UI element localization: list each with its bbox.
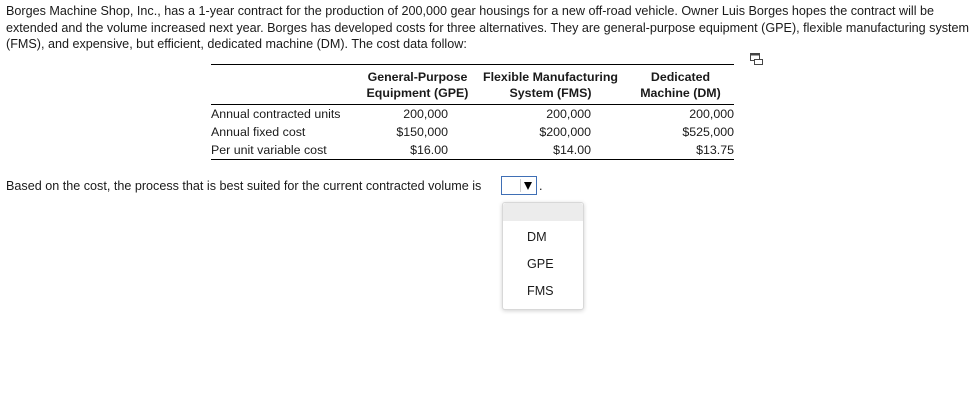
table-header-row (211, 65, 734, 105)
header-dm-line1: Dedicated (650, 70, 711, 84)
row-label: Annual contracted units (211, 107, 341, 121)
table-header-blank (211, 65, 361, 105)
dropdown-option-gpe[interactable]: GPE (527, 257, 554, 271)
header-fms-line2: System (FMS) (509, 85, 592, 100)
cell-fms: $200,000 (539, 125, 591, 139)
cell-gpe: $16.00 (361, 141, 474, 160)
process-select[interactable] (501, 176, 537, 195)
cell-dm: 200,000 (689, 107, 734, 121)
table-row (211, 105, 734, 124)
header-gpe-line1: General-Purpose (367, 70, 468, 84)
header-gpe (361, 65, 474, 105)
row-label: Annual fixed cost (211, 125, 306, 139)
cell-dm: $13.75 (627, 141, 734, 160)
question-period: . (539, 179, 543, 193)
cell-dm: $525,000 (682, 125, 734, 139)
header-gpe-line2: Equipment (GPE) (366, 85, 469, 100)
dropdown-option-fms[interactable]: FMS (527, 284, 554, 298)
dropdown-option-dm[interactable]: DM (527, 230, 547, 244)
copy-icon[interactable] (750, 53, 764, 65)
header-dm-line2: Machine (DM) (640, 85, 721, 100)
select-divider (520, 179, 521, 192)
dropdown-menu (502, 202, 584, 310)
header-dm (627, 65, 734, 105)
table-row (211, 141, 734, 160)
header-fms (474, 65, 627, 105)
row-label: Per unit variable cost (211, 141, 361, 160)
dropdown-option-blank[interactable] (503, 203, 583, 221)
cost-data-table (211, 64, 734, 160)
question-text: Based on the cost, the process that is best suited for the current contracted volume is (6, 179, 482, 193)
cell-fms: 200,000 (546, 107, 591, 121)
table-row (211, 123, 734, 141)
cell-gpe: 200,000 (403, 107, 448, 121)
problem-statement: Borges Machine Shop, Inc., has a 1-year contract for the production of 200,000 gear housings for a new off-road vehicle. Owner Luis Borges hopes the contract will be extended and the volume increased next year. Borges has developed costs for three alternatives. They are general-purpose equipment (GPE), flexible manufacturing system (FMS), and expensive, but efficient, dedicated machine (DM). The cost data follow: (6, 4, 970, 51)
cell-gpe: $150,000 (396, 125, 448, 139)
cell-fms: $14.00 (474, 141, 627, 160)
triangle-down-icon[interactable] (524, 182, 532, 190)
header-fms-line1: Flexible Manufacturing (483, 70, 618, 84)
